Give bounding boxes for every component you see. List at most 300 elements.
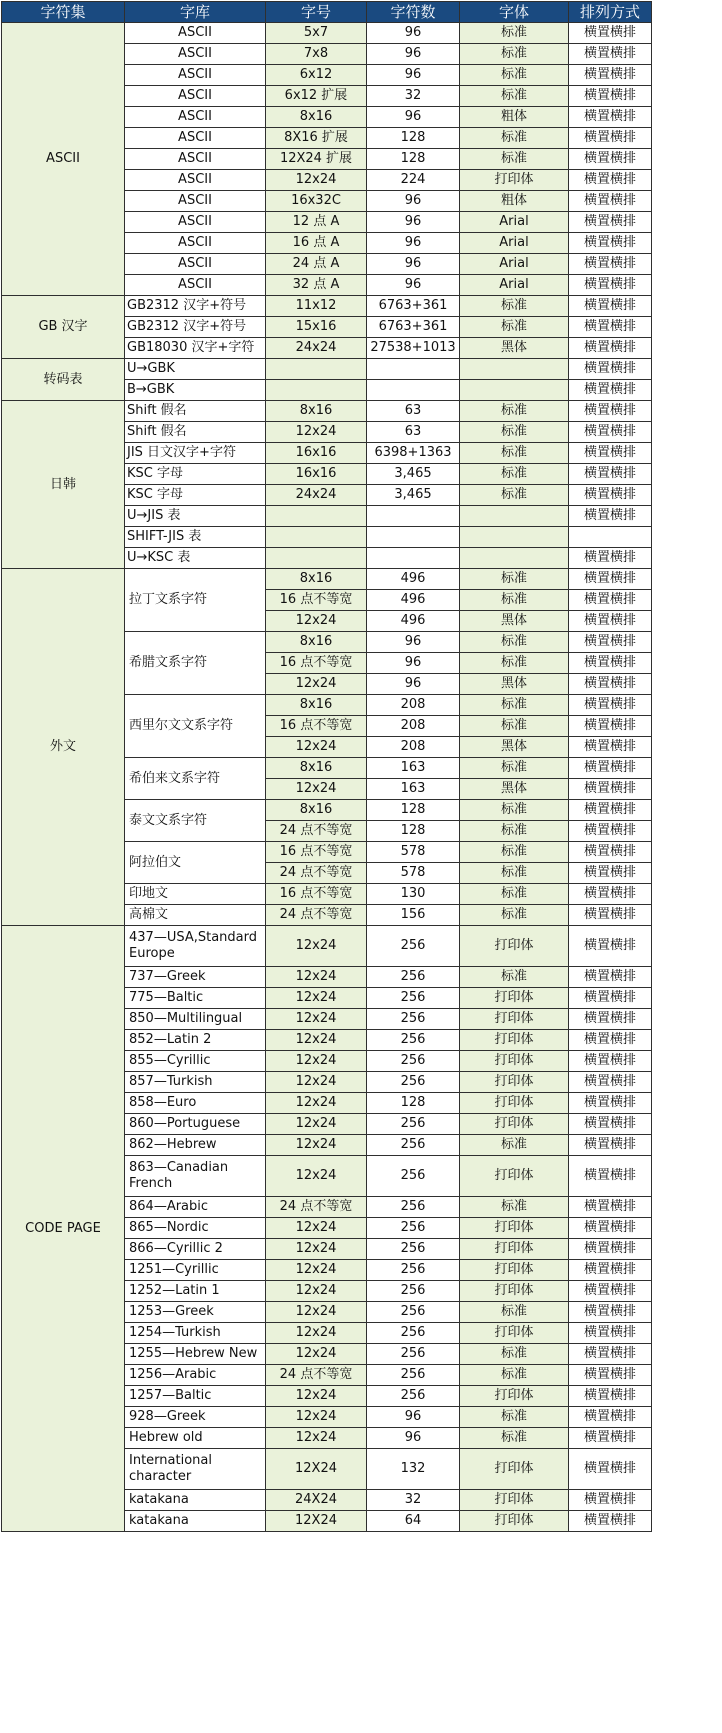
count-cell: 96: [367, 191, 460, 212]
size-cell: 16 点不等宽: [266, 842, 367, 863]
arrangement-cell: 横置横排: [569, 590, 652, 611]
arrangement-cell: 横置横排: [569, 716, 652, 737]
font-cell: 标准: [460, 653, 569, 674]
font-cell: 黑体: [460, 338, 569, 359]
count-cell: 163: [367, 779, 460, 800]
font-cell: 标准: [460, 1428, 569, 1449]
library-cell: 862—Hebrew: [125, 1135, 266, 1156]
font-cell: 标准: [460, 149, 569, 170]
arrangement-cell: 横置横排: [569, 632, 652, 653]
size-cell: 12x24: [266, 1344, 367, 1365]
font-cell: 打印体: [460, 1323, 569, 1344]
table-row: [2, 359, 652, 380]
font-cell: 标准: [460, 905, 569, 926]
count-cell: 32: [367, 1490, 460, 1511]
size-cell: 7x8: [266, 44, 367, 65]
font-cell: 打印体: [460, 1386, 569, 1407]
table-body: [2, 23, 652, 1532]
arrangement-cell: 横置横排: [569, 1197, 652, 1218]
library-cell: Shift 假名: [125, 401, 266, 422]
table-row: [2, 569, 652, 590]
arrangement-cell: 横置横排: [569, 485, 652, 506]
count-cell: [367, 506, 460, 527]
count-cell: 256: [367, 1051, 460, 1072]
font-cell: 标准: [460, 1407, 569, 1428]
arrangement-cell: 横置横排: [569, 233, 652, 254]
count-cell: 128: [367, 149, 460, 170]
arrangement-cell: 横置横排: [569, 800, 652, 821]
library-cell: ASCII: [125, 170, 266, 191]
header-library: 字库: [125, 2, 266, 23]
font-cell: 黑体: [460, 674, 569, 695]
arrangement-cell: 横置横排: [569, 611, 652, 632]
count-cell: 156: [367, 905, 460, 926]
size-cell: 6x12: [266, 65, 367, 86]
font-cell: 打印体: [460, 1281, 569, 1302]
font-cell: Arial: [460, 275, 569, 296]
arrangement-cell: 横置横排: [569, 338, 652, 359]
size-cell: 8x16: [266, 632, 367, 653]
size-cell: 8x16: [266, 569, 367, 590]
library-cell: ASCII: [125, 149, 266, 170]
size-cell: 8x16: [266, 800, 367, 821]
font-cell: [460, 548, 569, 569]
arrangement-cell: 横置横排: [569, 86, 652, 107]
size-cell: 12x24: [266, 1051, 367, 1072]
count-cell: 96: [367, 107, 460, 128]
header-count: 字符数: [367, 2, 460, 23]
font-cell: 打印体: [460, 1260, 569, 1281]
library-cell: JIS 日文汉字+字符: [125, 443, 266, 464]
count-cell: 256: [367, 1030, 460, 1051]
library-cell: GB18030 汉字+字符: [125, 338, 266, 359]
library-cell: GB2312 汉字+符号: [125, 296, 266, 317]
arrangement-cell: 横置横排: [569, 1218, 652, 1239]
header-row: [2, 2, 652, 23]
arrangement-cell: 横置横排: [569, 212, 652, 233]
subgroup-cell: 泰文文系字符: [125, 800, 266, 842]
font-cell: 标准: [460, 842, 569, 863]
library-cell: ASCII: [125, 128, 266, 149]
library-cell: U→JIS 表: [125, 506, 266, 527]
arrangement-cell: 横置横排: [569, 1449, 652, 1490]
font-cell: 打印体: [460, 1072, 569, 1093]
subgroup-cell: 西里尔文文系字符: [125, 695, 266, 758]
count-cell: 578: [367, 863, 460, 884]
library-cell: 858—Euro: [125, 1093, 266, 1114]
count-cell: 3,465: [367, 464, 460, 485]
table-row: [2, 23, 652, 44]
subgroup-cell: 高棉文: [125, 905, 266, 926]
count-cell: [367, 380, 460, 401]
font-cell: Arial: [460, 212, 569, 233]
library-cell: 1255—Hebrew New: [125, 1344, 266, 1365]
charset-cell: 外文: [2, 569, 125, 926]
font-spec-table: [1, 1, 652, 1532]
font-cell: 标准: [460, 44, 569, 65]
arrangement-cell: 横置横排: [569, 506, 652, 527]
subgroup-cell: 拉丁文系字符: [125, 569, 266, 632]
font-cell: [460, 359, 569, 380]
font-cell: 打印体: [460, 1156, 569, 1197]
library-cell: 1253—Greek: [125, 1302, 266, 1323]
arrangement-cell: 横置横排: [569, 191, 652, 212]
font-cell: 标准: [460, 23, 569, 44]
library-cell: 855—Cyrillic: [125, 1051, 266, 1072]
library-cell: ASCII: [125, 65, 266, 86]
font-cell: [460, 380, 569, 401]
font-cell: 打印体: [460, 1114, 569, 1135]
size-cell: [266, 548, 367, 569]
count-cell: 63: [367, 422, 460, 443]
size-cell: 16x16: [266, 464, 367, 485]
arrangement-cell: 横置横排: [569, 1302, 652, 1323]
size-cell: 12x24: [266, 611, 367, 632]
count-cell: 208: [367, 737, 460, 758]
size-cell: 12x24: [266, 1260, 367, 1281]
arrangement-cell: 横置横排: [569, 359, 652, 380]
count-cell: 128: [367, 821, 460, 842]
size-cell: 12x24: [266, 1407, 367, 1428]
size-cell: 12x24: [266, 1030, 367, 1051]
font-cell: 标准: [460, 884, 569, 905]
font-cell: 粗体: [460, 191, 569, 212]
size-cell: 12x24: [266, 737, 367, 758]
count-cell: 578: [367, 842, 460, 863]
size-cell: 16 点 A: [266, 233, 367, 254]
font-cell: 打印体: [460, 988, 569, 1009]
font-cell: 标准: [460, 1197, 569, 1218]
count-cell: 32: [367, 86, 460, 107]
count-cell: 256: [367, 1323, 460, 1344]
count-cell: 256: [367, 1239, 460, 1260]
font-cell: [460, 506, 569, 527]
size-cell: [266, 380, 367, 401]
count-cell: 256: [367, 1386, 460, 1407]
arrangement-cell: 横置横排: [569, 170, 652, 191]
font-cell: 打印体: [460, 1239, 569, 1260]
font-cell: 标准: [460, 821, 569, 842]
arrangement-cell: 横置横排: [569, 821, 652, 842]
arrangement-cell: 横置横排: [569, 1511, 652, 1532]
library-cell: 1254—Turkish: [125, 1323, 266, 1344]
count-cell: 256: [367, 1281, 460, 1302]
library-cell: 860—Portuguese: [125, 1114, 266, 1135]
arrangement-cell: 横置横排: [569, 254, 652, 275]
charset-cell: 日韩: [2, 401, 125, 569]
size-cell: 12x24: [266, 1009, 367, 1030]
arrangement-cell: 横置横排: [569, 758, 652, 779]
count-cell: 96: [367, 254, 460, 275]
font-cell: 黑体: [460, 779, 569, 800]
size-cell: 24 点不等宽: [266, 905, 367, 926]
count-cell: 96: [367, 632, 460, 653]
library-cell: GB2312 汉字+符号: [125, 317, 266, 338]
count-cell: 96: [367, 674, 460, 695]
subgroup-cell: 希伯来文系字符: [125, 758, 266, 800]
count-cell: 256: [367, 1344, 460, 1365]
library-cell: ASCII: [125, 212, 266, 233]
font-cell: 标准: [460, 569, 569, 590]
size-cell: 12X24: [266, 1511, 367, 1532]
arrangement-cell: 横置横排: [569, 1344, 652, 1365]
arrangement-cell: 横置横排: [569, 1428, 652, 1449]
library-cell: 864—Arabic: [125, 1197, 266, 1218]
count-cell: 96: [367, 275, 460, 296]
arrangement-cell: 横置横排: [569, 464, 652, 485]
library-cell: Hebrew old: [125, 1428, 266, 1449]
count-cell: 96: [367, 212, 460, 233]
count-cell: 96: [367, 653, 460, 674]
size-cell: 11x12: [266, 296, 367, 317]
charset-cell: GB 汉字: [2, 296, 125, 359]
library-cell: Shift 假名: [125, 422, 266, 443]
size-cell: 15x16: [266, 317, 367, 338]
count-cell: 496: [367, 611, 460, 632]
size-cell: 8x16: [266, 758, 367, 779]
arrangement-cell: 横置横排: [569, 1156, 652, 1197]
count-cell: 96: [367, 1428, 460, 1449]
size-cell: 16 点不等宽: [266, 653, 367, 674]
count-cell: 256: [367, 1197, 460, 1218]
font-cell: 标准: [460, 967, 569, 988]
library-cell: 737—Greek: [125, 967, 266, 988]
size-cell: 6x12 扩展: [266, 86, 367, 107]
size-cell: 12x24: [266, 170, 367, 191]
arrangement-cell: [569, 527, 652, 548]
arrangement-cell: 横置横排: [569, 1051, 652, 1072]
library-cell: U→KSC 表: [125, 548, 266, 569]
font-cell: 标准: [460, 464, 569, 485]
library-cell: 928—Greek: [125, 1407, 266, 1428]
arrangement-cell: 横置横排: [569, 1009, 652, 1030]
library-cell: KSC 字母: [125, 485, 266, 506]
count-cell: 96: [367, 233, 460, 254]
count-cell: 96: [367, 23, 460, 44]
font-cell: 打印体: [460, 1030, 569, 1051]
font-cell: 标准: [460, 422, 569, 443]
font-cell: 标准: [460, 86, 569, 107]
count-cell: 64: [367, 1511, 460, 1532]
header-font: 字体: [460, 2, 569, 23]
library-cell: U→GBK: [125, 359, 266, 380]
count-cell: 256: [367, 967, 460, 988]
size-cell: [266, 506, 367, 527]
arrangement-cell: 横置横排: [569, 779, 652, 800]
font-cell: 标准: [460, 1365, 569, 1386]
size-cell: 12x24: [266, 1218, 367, 1239]
arrangement-cell: 横置横排: [569, 926, 652, 967]
library-cell: 863—Canadian French: [125, 1156, 266, 1197]
arrangement-cell: 横置横排: [569, 44, 652, 65]
library-cell: 1257—Baltic: [125, 1386, 266, 1407]
font-cell: [460, 527, 569, 548]
size-cell: 16 点不等宽: [266, 884, 367, 905]
size-cell: 8x16: [266, 695, 367, 716]
arrangement-cell: 横置横排: [569, 842, 652, 863]
arrangement-cell: 横置横排: [569, 1093, 652, 1114]
arrangement-cell: 横置横排: [569, 65, 652, 86]
library-cell: ASCII: [125, 107, 266, 128]
arrangement-cell: 横置横排: [569, 275, 652, 296]
arrangement-cell: 横置横排: [569, 737, 652, 758]
size-cell: 24x24: [266, 338, 367, 359]
count-cell: 224: [367, 170, 460, 191]
count-cell: 3,465: [367, 485, 460, 506]
size-cell: 12x24: [266, 1281, 367, 1302]
table-row: [2, 296, 652, 317]
size-cell: 24 点不等宽: [266, 1365, 367, 1386]
library-cell: ASCII: [125, 44, 266, 65]
size-cell: 12x24: [266, 1093, 367, 1114]
size-cell: 12x24: [266, 1386, 367, 1407]
arrangement-cell: 横置横排: [569, 1490, 652, 1511]
size-cell: 24 点不等宽: [266, 821, 367, 842]
arrangement-cell: 横置横排: [569, 1386, 652, 1407]
font-cell: 标准: [460, 758, 569, 779]
font-cell: 标准: [460, 590, 569, 611]
font-cell: 标准: [460, 863, 569, 884]
arrangement-cell: 横置横排: [569, 1365, 652, 1386]
count-cell: [367, 548, 460, 569]
library-cell: 852—Latin 2: [125, 1030, 266, 1051]
arrangement-cell: 横置横排: [569, 569, 652, 590]
size-cell: 8x16: [266, 107, 367, 128]
count-cell: 128: [367, 800, 460, 821]
library-cell: 775—Baltic: [125, 988, 266, 1009]
arrangement-cell: 横置横排: [569, 674, 652, 695]
font-cell: 标准: [460, 1344, 569, 1365]
library-cell: 1256—Arabic: [125, 1365, 266, 1386]
size-cell: 12x24: [266, 1428, 367, 1449]
font-cell: 黑体: [460, 611, 569, 632]
size-cell: 12x24: [266, 674, 367, 695]
arrangement-cell: 横置横排: [569, 1407, 652, 1428]
library-cell: katakana: [125, 1511, 266, 1532]
count-cell: 6763+361: [367, 317, 460, 338]
count-cell: 256: [367, 1114, 460, 1135]
font-cell: 标准: [460, 1302, 569, 1323]
charset-cell: ASCII: [2, 23, 125, 296]
charset-cell: CODE PAGE: [2, 926, 125, 1532]
size-cell: [266, 527, 367, 548]
library-cell: ASCII: [125, 86, 266, 107]
font-cell: 标准: [460, 443, 569, 464]
count-cell: 27538+1013: [367, 338, 460, 359]
count-cell: 130: [367, 884, 460, 905]
arrangement-cell: 横置横排: [569, 1135, 652, 1156]
size-cell: 12x24: [266, 988, 367, 1009]
arrangement-cell: 横置横排: [569, 863, 652, 884]
font-cell: 标准: [460, 296, 569, 317]
header-size: 字号: [266, 2, 367, 23]
count-cell: 96: [367, 1407, 460, 1428]
size-cell: 16x16: [266, 443, 367, 464]
font-cell: 打印体: [460, 1009, 569, 1030]
font-cell: 打印体: [460, 170, 569, 191]
count-cell: 96: [367, 65, 460, 86]
font-cell: 标准: [460, 1135, 569, 1156]
arrangement-cell: 横置横排: [569, 1281, 652, 1302]
count-cell: 496: [367, 569, 460, 590]
size-cell: 8X16 扩展: [266, 128, 367, 149]
font-cell: 打印体: [460, 1490, 569, 1511]
arrangement-cell: 横置横排: [569, 1030, 652, 1051]
size-cell: 12x24: [266, 926, 367, 967]
font-cell: 标准: [460, 128, 569, 149]
count-cell: 96: [367, 44, 460, 65]
count-cell: 256: [367, 988, 460, 1009]
arrangement-cell: 横置横排: [569, 23, 652, 44]
library-cell: International character: [125, 1449, 266, 1490]
font-cell: 粗体: [460, 107, 569, 128]
font-cell: 标准: [460, 632, 569, 653]
size-cell: 12x24: [266, 1114, 367, 1135]
count-cell: 256: [367, 1009, 460, 1030]
table-row: [2, 926, 652, 967]
library-cell: SHIFT-JIS 表: [125, 527, 266, 548]
size-cell: 12x24: [266, 1135, 367, 1156]
library-cell: 850—Multilingual: [125, 1009, 266, 1030]
arrangement-cell: 横置横排: [569, 422, 652, 443]
size-cell: 8x16: [266, 401, 367, 422]
arrangement-cell: 横置横排: [569, 107, 652, 128]
size-cell: 24 点不等宽: [266, 1197, 367, 1218]
count-cell: 256: [367, 1218, 460, 1239]
subgroup-cell: 阿拉伯文: [125, 842, 266, 884]
font-cell: 标准: [460, 695, 569, 716]
size-cell: 12x24: [266, 779, 367, 800]
arrangement-cell: 横置横排: [569, 1072, 652, 1093]
size-cell: 12x24: [266, 1072, 367, 1093]
size-cell: 24x24: [266, 485, 367, 506]
library-cell: ASCII: [125, 233, 266, 254]
size-cell: 24 点 A: [266, 254, 367, 275]
header-arrangement: 排列方式: [569, 2, 652, 23]
size-cell: 12X24 扩展: [266, 149, 367, 170]
arrangement-cell: 横置横排: [569, 149, 652, 170]
font-cell: 黑体: [460, 737, 569, 758]
arrangement-cell: 横置横排: [569, 695, 652, 716]
size-cell: 32 点 A: [266, 275, 367, 296]
size-cell: 12x24: [266, 1156, 367, 1197]
arrangement-cell: 横置横排: [569, 401, 652, 422]
library-cell: 1251—Cyrillic: [125, 1260, 266, 1281]
arrangement-cell: 横置横排: [569, 443, 652, 464]
count-cell: 208: [367, 716, 460, 737]
size-cell: 12x24: [266, 967, 367, 988]
font-cell: 标准: [460, 800, 569, 821]
library-cell: 1252—Latin 1: [125, 1281, 266, 1302]
size-cell: 12x24: [266, 422, 367, 443]
count-cell: 256: [367, 1072, 460, 1093]
count-cell: 208: [367, 695, 460, 716]
subgroup-cell: 印地文: [125, 884, 266, 905]
count-cell: [367, 359, 460, 380]
count-cell: 128: [367, 128, 460, 149]
size-cell: 12x24: [266, 1239, 367, 1260]
font-cell: 打印体: [460, 1051, 569, 1072]
count-cell: 63: [367, 401, 460, 422]
library-cell: ASCII: [125, 191, 266, 212]
arrangement-cell: 横置横排: [569, 1260, 652, 1281]
size-cell: 16 点不等宽: [266, 590, 367, 611]
count-cell: 163: [367, 758, 460, 779]
size-cell: 12x24: [266, 1302, 367, 1323]
subgroup-cell: 希腊文系字符: [125, 632, 266, 695]
font-cell: 标准: [460, 401, 569, 422]
font-cell: 打印体: [460, 1449, 569, 1490]
